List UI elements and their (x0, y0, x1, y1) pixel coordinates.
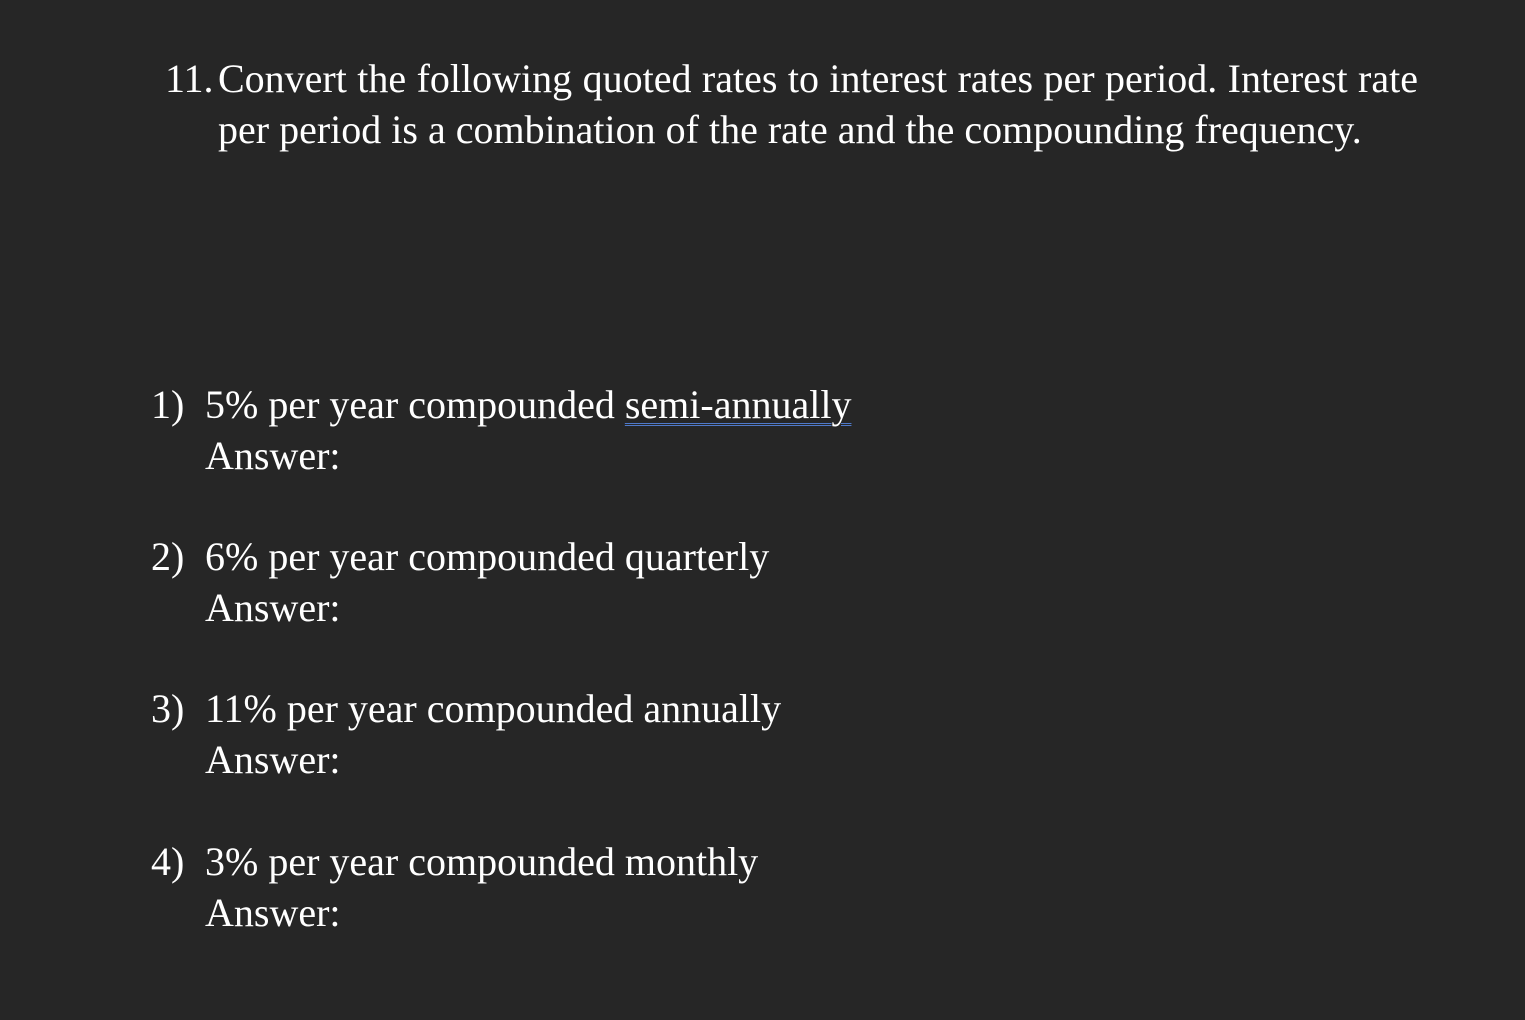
question-number: 11. (165, 56, 214, 101)
question-11 (165, 53, 1418, 155)
item-number: 3) (151, 686, 185, 731)
list-item-4 (151, 836, 1051, 938)
item-number: 1) (151, 382, 185, 427)
item-prompt-text: 5% per year compounded (205, 382, 625, 427)
spellcheck-underlined-word[interactable]: semi-annually (624, 382, 852, 427)
answer-label: Answer: (205, 585, 341, 630)
item-number: 2) (151, 534, 185, 579)
question-text: Convert the following quoted rates to interest rates per period. Interest rate per period is a combination of the rate and the compounding frequency. (218, 56, 1418, 152)
list-item-3 (151, 683, 1051, 785)
item-prompt: 6% per year compounded quarterly (205, 534, 770, 579)
item-prompt (205, 379, 1051, 430)
list-item-2 (151, 531, 1051, 633)
item-prompt: 11% per year compounded annually (205, 686, 782, 731)
answer-label: Answer: (205, 737, 341, 782)
answer-label: Answer: (205, 890, 341, 935)
answer-label: Answer: (205, 433, 341, 478)
item-number: 4) (151, 839, 185, 884)
item-prompt: 3% per year compounded monthly (205, 839, 759, 884)
list-item-1 (151, 379, 1051, 481)
